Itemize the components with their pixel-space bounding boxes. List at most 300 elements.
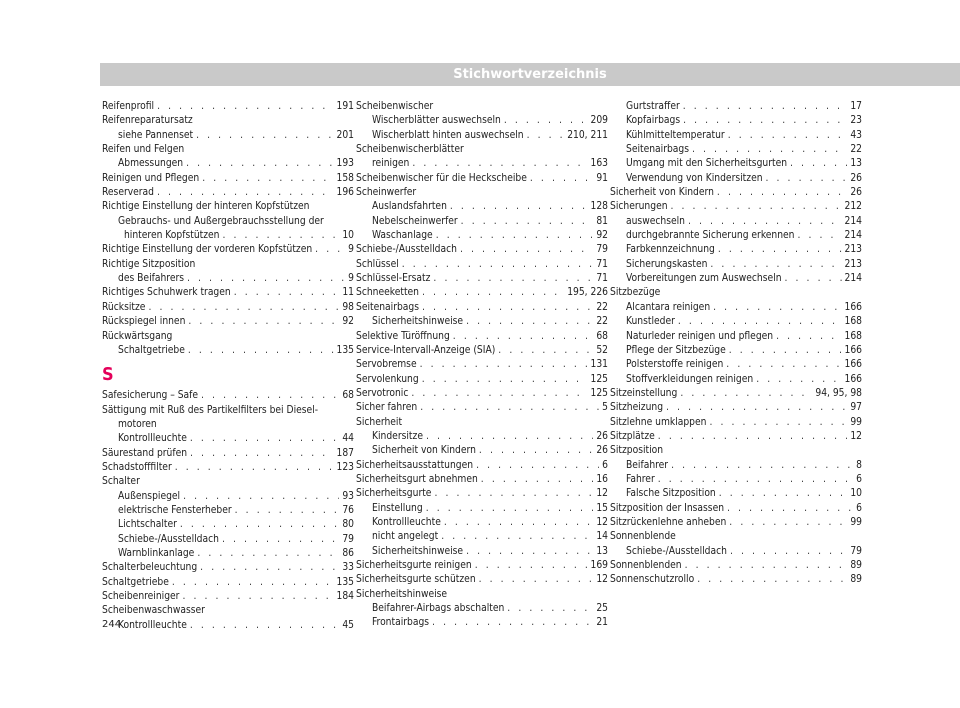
- entry-label: Sitzlehne umklappen: [610, 416, 707, 428]
- dot-leader: [766, 172, 848, 186]
- dot-leader: [157, 186, 334, 200]
- dot-leader: [188, 315, 339, 329]
- index-entry: [356, 286, 608, 300]
- entry-page-number: 25: [596, 603, 608, 615]
- entry-label: Sicherungen: [610, 201, 668, 213]
- dot-leader: [461, 215, 594, 229]
- index-entry: [356, 272, 608, 286]
- dot-leader: [790, 157, 847, 171]
- index-entry: [610, 143, 862, 157]
- index-column-1: [102, 100, 354, 633]
- page-header: [100, 63, 960, 86]
- entry-label: Reinigen und Pflegen: [102, 172, 200, 184]
- dot-leader: [196, 129, 333, 143]
- entry-label: Kühlmitteltemperatur: [626, 129, 725, 141]
- entry-label: Vorbereitungen zum Auswechseln: [626, 273, 782, 285]
- index-entry: [356, 215, 608, 229]
- dot-leader: [710, 258, 841, 272]
- dot-leader: [420, 358, 588, 372]
- index-entry: [356, 387, 608, 401]
- entry-page-number: 6: [856, 473, 862, 485]
- entry-label: Rückspiegel innen: [102, 316, 186, 328]
- dot-leader: [718, 243, 842, 257]
- dot-leader: [785, 272, 842, 286]
- index-entry: [610, 559, 862, 573]
- entry-page-number: 12: [850, 430, 862, 442]
- dot-leader: [201, 389, 339, 403]
- dot-leader: [422, 286, 564, 300]
- index-entry: [102, 576, 354, 590]
- entry-page-number: 89: [850, 560, 862, 571]
- index-heading: Sitzbezüge: [610, 287, 661, 299]
- dot-leader: [402, 258, 594, 272]
- entry-label: Selektive Türöffnung: [356, 330, 450, 342]
- dot-leader: [717, 186, 847, 200]
- dot-leader: [175, 461, 334, 475]
- index-entry: [102, 447, 354, 461]
- index-entry: [102, 490, 354, 504]
- entry-label: Säurestand prüfen: [102, 447, 188, 459]
- entry-label: Schalterbeleuchtung: [102, 562, 198, 574]
- dot-leader: [756, 373, 841, 387]
- index-entry: [356, 473, 608, 487]
- dot-leader: [422, 301, 593, 315]
- entry-page-number: 98: [342, 301, 354, 313]
- entry-label: Frontairbags: [372, 617, 430, 629]
- entry-page-number: 193: [336, 158, 354, 170]
- dot-leader: [498, 344, 593, 358]
- index-entry: [102, 229, 354, 243]
- dot-leader: [476, 459, 599, 473]
- dot-leader: [172, 576, 334, 590]
- entry-page-number: 125: [590, 387, 608, 399]
- index-entry: [102, 432, 354, 446]
- index-entry: [610, 272, 862, 286]
- entry-label: Warnblinkanlage: [118, 547, 195, 559]
- entry-page-number: 22: [596, 301, 608, 313]
- entry-page-number: 191: [336, 101, 354, 112]
- entry-page-number: 213: [844, 258, 862, 270]
- index-entry: [356, 573, 608, 587]
- dot-leader: [148, 301, 339, 315]
- entry-label: Schlüssel: [356, 258, 399, 270]
- entry-page-number: 22: [850, 144, 862, 156]
- index-entry: [356, 200, 608, 214]
- entry-page-number: 196: [336, 187, 354, 199]
- index-heading: Sicherheitshinweise: [356, 588, 448, 600]
- index-entry: [610, 258, 862, 272]
- dot-leader: [197, 547, 339, 561]
- entry-page-number: 168: [844, 330, 862, 342]
- dot-leader: [466, 545, 593, 559]
- entry-page-number: 86: [342, 547, 354, 559]
- entry-page-number: 79: [596, 244, 608, 256]
- index-entry: [610, 430, 862, 444]
- entry-label: Schiebe-/Ausstelldach: [356, 244, 457, 256]
- entry-page-number: 23: [850, 115, 862, 127]
- index-entry: [356, 243, 608, 257]
- entry-page-number: 158: [336, 172, 354, 184]
- entry-page-number: 9: [348, 273, 354, 285]
- dot-leader: [530, 172, 593, 186]
- entry-label: Außenspiegel: [118, 490, 181, 502]
- index-entry: [610, 344, 862, 358]
- index-entry: [610, 545, 862, 559]
- entry-page-number: 92: [596, 230, 608, 242]
- entry-page-number: 166: [844, 359, 862, 371]
- letter-heading: S: [102, 364, 114, 386]
- index-entry: [102, 301, 354, 315]
- index-entry: [102, 186, 354, 200]
- entry-page-number: 214: [844, 273, 862, 285]
- dot-leader: [658, 473, 853, 487]
- entry-label: Beifahrer-Airbags abschalten: [372, 603, 505, 615]
- index-entry: [356, 344, 608, 358]
- entry-page-number: 213: [844, 244, 862, 256]
- index-entry: [610, 416, 862, 430]
- dot-leader: [504, 114, 588, 128]
- dot-leader: [426, 502, 594, 516]
- entry-page-number: 12: [596, 574, 608, 586]
- dot-leader: [678, 315, 842, 329]
- entry-page-number: 169: [590, 560, 608, 571]
- index-entry: [610, 215, 862, 229]
- entry-page-number: 71: [596, 258, 608, 270]
- index-entry: [610, 100, 862, 114]
- entry-page-number: 11: [342, 287, 354, 299]
- entry-label: Alcantara reinigen: [626, 301, 711, 313]
- index-entry: [356, 616, 608, 630]
- entry-page-number: 166: [844, 344, 862, 356]
- dot-leader: [222, 533, 339, 547]
- index-entry: [610, 373, 862, 387]
- dot-leader: [658, 430, 848, 444]
- dot-leader: [666, 401, 847, 415]
- index-entry: [356, 444, 608, 458]
- entry-page-number: 26: [596, 430, 608, 442]
- dot-leader: [776, 330, 841, 344]
- entry-label: Naturleder reinigen und pflegen: [626, 330, 774, 342]
- index-entry: [356, 330, 608, 344]
- dot-leader: [420, 401, 599, 415]
- index-entry: [102, 157, 354, 171]
- entry-page-number: 97: [850, 402, 862, 414]
- index-heading: Reifen und Felgen: [102, 144, 185, 156]
- entry-page-number: 9: [348, 244, 354, 256]
- entry-label: Farbkennzeichnung: [626, 244, 715, 256]
- index-entry: [610, 387, 862, 401]
- entry-label: Schiebe-/Ausstelldach: [118, 533, 219, 545]
- entry-page-number: 195, 226: [567, 287, 608, 299]
- index-entry: [102, 504, 354, 518]
- dot-leader: [202, 172, 333, 186]
- index-entry: [610, 243, 862, 257]
- index-entry: [102, 286, 354, 300]
- dot-leader: [671, 459, 853, 473]
- entry-page-number: 26: [850, 172, 862, 184]
- dot-leader: [728, 129, 848, 143]
- entry-label: Seitenairbags: [626, 144, 690, 156]
- dot-leader: [685, 559, 848, 573]
- index-entry: [610, 573, 862, 587]
- entry-label: Kindersitze: [372, 430, 423, 442]
- entry-page-number: 131: [590, 359, 608, 371]
- index-heading: Reifenreparatursatz: [102, 115, 193, 127]
- dot-leader: [434, 487, 593, 501]
- entry-label: Kopfairbags: [626, 115, 681, 127]
- entry-label: Reserverad: [102, 187, 154, 199]
- entry-page-number: 79: [850, 545, 862, 557]
- entry-page-number: 81: [596, 215, 608, 227]
- index-entry: [356, 545, 608, 559]
- dot-leader: [186, 157, 333, 171]
- index-entry: [356, 530, 608, 544]
- entry-label: Sonnenblenden: [610, 560, 682, 571]
- index-entry: [610, 315, 862, 329]
- dot-leader: [182, 590, 333, 604]
- dot-leader: [683, 114, 847, 128]
- entry-page-number: 22: [596, 316, 608, 328]
- entry-page-number: 93: [342, 490, 354, 502]
- entry-page-number: 13: [850, 158, 862, 170]
- index-heading: Schalter: [102, 476, 140, 488]
- dot-leader: [444, 516, 593, 530]
- entry-label: Schaltgetriebe: [118, 344, 185, 356]
- entry-label: Schaltgetriebe: [102, 576, 169, 588]
- entry-label: siehe Pannenset: [118, 129, 194, 141]
- entry-label: Scheibenwischer für die Heckscheibe: [356, 172, 527, 184]
- dot-leader: [697, 573, 847, 587]
- entry-label: Seitenairbags: [356, 301, 420, 313]
- dot-leader: [426, 430, 593, 444]
- dot-leader: [683, 100, 848, 114]
- dot-leader: [190, 447, 333, 461]
- entry-label: Kontrollleuchte: [372, 516, 441, 528]
- index-entry: [102, 129, 354, 143]
- index-entry: [610, 459, 862, 473]
- dot-leader: [183, 490, 339, 504]
- index-heading: Richtige Einstellung der hinteren Kopfstützen: [102, 201, 310, 213]
- index-entry: [356, 430, 608, 444]
- dot-leader: [692, 143, 847, 157]
- dot-leader: [450, 200, 588, 214]
- index-heading: Scheibenwischerblätter: [356, 144, 464, 156]
- dot-leader: [719, 487, 848, 501]
- entry-page-number: 209: [590, 115, 608, 127]
- entry-label: des Beifahrers: [118, 273, 184, 285]
- entry-label: Sitzposition der Insassen: [610, 502, 725, 514]
- index-entry: [356, 516, 608, 530]
- entry-page-number: 91: [596, 172, 608, 184]
- index-entry: [356, 401, 608, 415]
- entry-page-number: 71: [596, 273, 608, 285]
- index-entry: [610, 358, 862, 372]
- entry-label: Sicherheitsausstattungen: [356, 459, 474, 471]
- dot-leader: [190, 619, 339, 633]
- index-entry: [356, 315, 608, 329]
- page-number: 244: [102, 619, 122, 630]
- entry-label: elektrische Fensterheber: [118, 504, 232, 516]
- dot-leader: [188, 344, 334, 358]
- index-column-3: [610, 100, 862, 588]
- index-entry: [102, 619, 354, 633]
- index-entry: [102, 590, 354, 604]
- entry-label: Beifahrer: [626, 459, 669, 471]
- index-entry: [610, 401, 862, 415]
- entry-label: Wischerblätter auswechseln: [372, 115, 501, 127]
- entry-label: Sitzplätze: [610, 430, 655, 442]
- index-entry: [356, 129, 608, 143]
- index-heading: Scheibenwischer: [356, 101, 434, 112]
- entry-page-number: 99: [850, 416, 862, 428]
- entry-label: Richtige Einstellung der vorderen Kopfstützen: [102, 244, 313, 256]
- entry-page-number: 128: [590, 201, 608, 213]
- dot-leader: [680, 387, 812, 401]
- entry-page-number: 52: [596, 344, 608, 356]
- entry-label: Sitzeinstellung: [610, 387, 678, 399]
- dot-leader: [730, 545, 847, 559]
- entry-label: Sitzrückenlehne anheben: [610, 516, 727, 528]
- dot-leader: [727, 502, 853, 516]
- dot-leader: [729, 344, 842, 358]
- index-entry: [610, 229, 862, 243]
- dot-leader: [315, 243, 345, 257]
- dot-leader: [432, 616, 593, 630]
- dot-leader: [797, 229, 841, 243]
- index-entry: [610, 301, 862, 315]
- page-title: Stichwortverzeichnis: [453, 67, 607, 82]
- entry-page-number: 214: [844, 230, 862, 242]
- index-entry: [356, 172, 608, 186]
- index-heading: Scheinwerfer: [356, 187, 417, 199]
- entry-page-number: 80: [342, 519, 354, 531]
- index-entry: [356, 114, 608, 128]
- entry-label: Servotronic: [356, 387, 409, 399]
- dot-leader: [460, 243, 593, 257]
- entry-page-number: 79: [342, 533, 354, 545]
- entry-label: nicht angelegt: [372, 531, 439, 543]
- index-entry: [102, 100, 354, 114]
- dot-leader: [479, 444, 593, 458]
- entry-label: Sicherungskasten: [626, 258, 708, 270]
- dot-leader: [688, 215, 842, 229]
- dot-leader: [190, 432, 339, 446]
- entry-page-number: 16: [596, 473, 608, 485]
- entry-page-number: 68: [342, 390, 354, 402]
- index-entry: [102, 315, 354, 329]
- dot-leader: [527, 129, 565, 143]
- entry-label: Stoffverkleidungen reinigen: [626, 373, 754, 385]
- entry-label: Schiebe-/Ausstelldach: [626, 545, 727, 557]
- dot-leader: [200, 561, 339, 575]
- entry-label: Sicherheitshinweise: [372, 545, 464, 557]
- entry-page-number: 6: [856, 502, 862, 514]
- index-entry: [102, 533, 354, 547]
- index-entry: [610, 330, 862, 344]
- entry-label: auswechseln: [626, 215, 685, 227]
- dot-leader: [479, 573, 594, 587]
- index-heading: Sitzposition: [610, 445, 664, 457]
- entry-label: Sicherheit von Kindern: [372, 445, 476, 457]
- entry-label: durchgebrannte Sicherung erkennen: [626, 230, 795, 242]
- entry-label: reinigen: [372, 158, 410, 170]
- index-entry: [610, 129, 862, 143]
- entry-page-number: 6: [602, 459, 608, 471]
- dot-leader: [481, 473, 594, 487]
- entry-page-number: 166: [844, 373, 862, 385]
- entry-page-number: 33: [342, 562, 354, 574]
- index-heading: Sonnenblende: [610, 531, 676, 543]
- index-subheading: Gebrauchs- und Außergebrauchsstellung der: [118, 215, 324, 227]
- dot-leader: [453, 330, 594, 344]
- entry-page-number: 13: [596, 545, 608, 557]
- entry-page-number: 201: [336, 129, 354, 141]
- dot-leader: [180, 518, 339, 532]
- entry-label: Sonnenschutzrollo: [610, 574, 695, 586]
- dot-leader: [412, 157, 587, 171]
- entry-page-number: 210, 211: [567, 129, 608, 141]
- entry-page-number: 125: [590, 373, 608, 385]
- index-entry: [102, 461, 354, 475]
- entry-label: Waschanlage: [372, 230, 433, 242]
- entry-label: Einstellung: [372, 502, 423, 514]
- index-entry: [356, 502, 608, 516]
- entry-label: Schlüssel-Ersatz: [356, 273, 431, 285]
- entry-page-number: 17: [850, 101, 862, 112]
- entry-label: Abmessungen: [118, 158, 184, 170]
- entry-page-number: 166: [844, 301, 862, 313]
- index-entry: [610, 487, 862, 501]
- index-entry: [610, 502, 862, 516]
- entry-page-number: 21: [596, 617, 608, 629]
- entry-label: Polsterstoffe reinigen: [626, 359, 724, 371]
- entry-label: Kontrollleuchte: [118, 619, 187, 631]
- index-entry: [356, 301, 608, 315]
- entry-label: Sicherheitsgurte schützen: [356, 574, 476, 586]
- entry-label: Falsche Sitzposition: [626, 488, 716, 500]
- entry-label: Sicherheitshinweise: [372, 316, 464, 328]
- index-entry: [102, 547, 354, 561]
- index-entry: [356, 487, 608, 501]
- entry-label: Sicherheitsgurte reinigen: [356, 560, 472, 571]
- entry-page-number: 12: [596, 516, 608, 528]
- index-heading: Rückwärtsgang: [102, 330, 173, 342]
- entry-page-number: 8: [856, 459, 862, 471]
- entry-label: Kontrollleuchte: [118, 433, 187, 445]
- entry-label: hinteren Kopfstützen: [124, 230, 220, 242]
- entry-page-number: 187: [336, 447, 354, 459]
- dot-leader: [507, 602, 593, 616]
- entry-label: Sitzheizung: [610, 402, 664, 414]
- entry-label: Wischerblatt hinten auswechseln: [372, 129, 524, 141]
- index-entry: [102, 518, 354, 532]
- entry-label: Verwendung von Kindersitzen: [626, 172, 763, 184]
- dot-leader: [709, 416, 847, 430]
- index-entry: [102, 389, 354, 403]
- entry-page-number: 5: [602, 402, 608, 414]
- entry-page-number: 168: [844, 316, 862, 328]
- entry-page-number: 214: [844, 215, 862, 227]
- entry-page-number: 44: [342, 433, 354, 445]
- entry-page-number: 92: [342, 316, 354, 328]
- dot-leader: [726, 358, 841, 372]
- entry-label: Pflege der Sitzbezüge: [626, 344, 726, 356]
- entry-page-number: 135: [336, 344, 354, 356]
- index-entry: [356, 358, 608, 372]
- entry-label: Servolenkung: [356, 373, 419, 385]
- index-entry: [610, 186, 862, 200]
- entry-label: Umgang mit den Sicherheitsgurten: [626, 158, 788, 170]
